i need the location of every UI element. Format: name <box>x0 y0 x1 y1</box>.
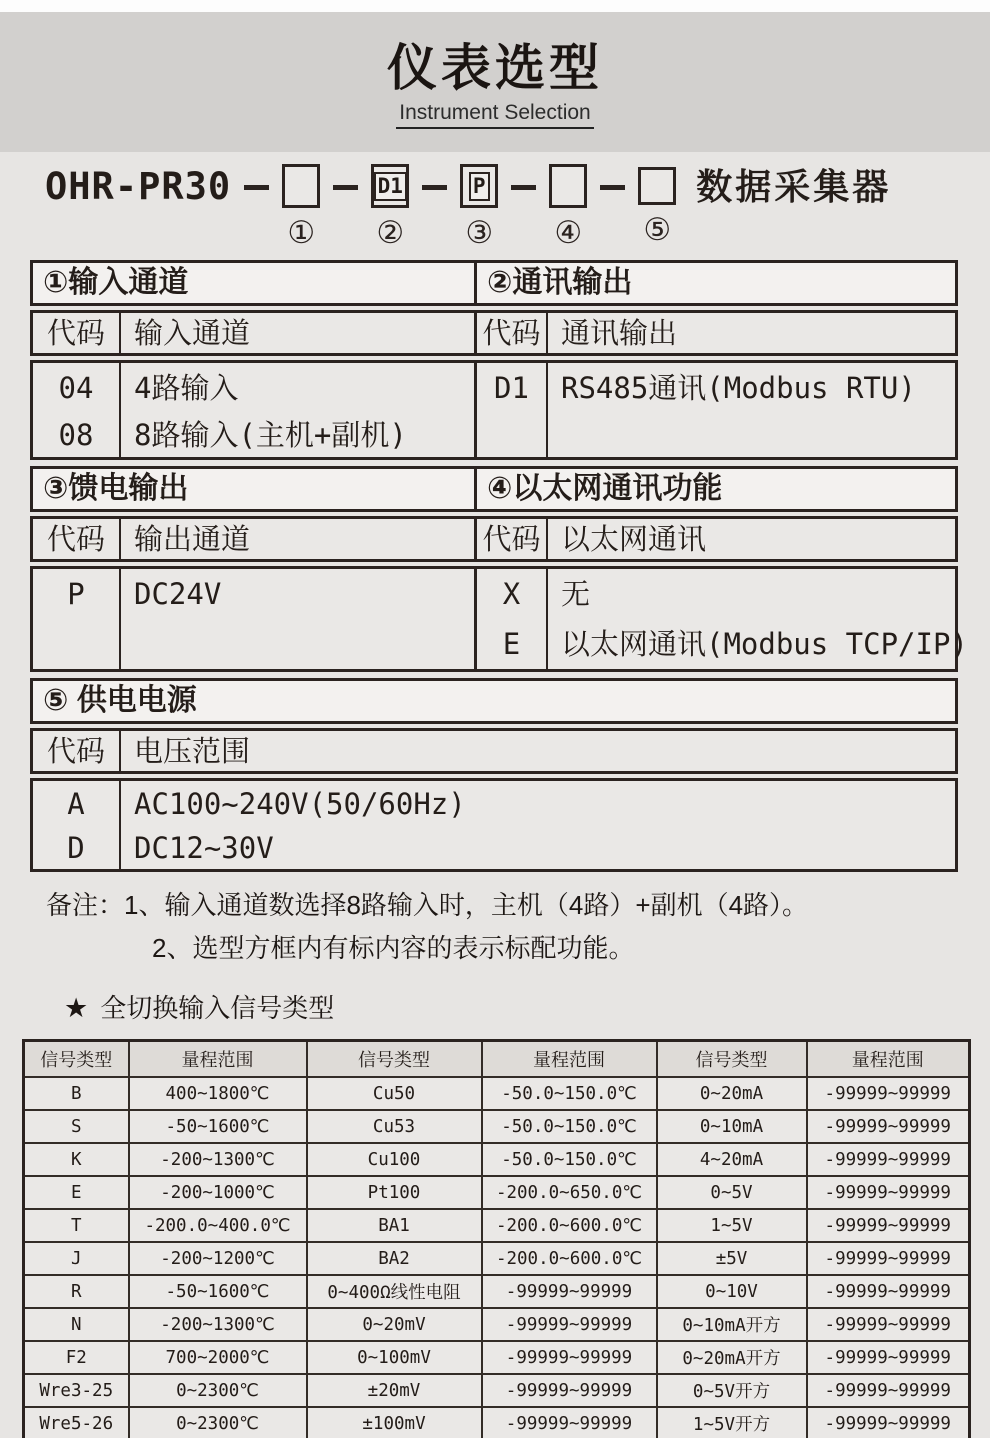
signal-col-header: 信号类型 <box>307 1041 482 1078</box>
top-white-strip <box>0 0 990 12</box>
signal-row <box>24 1407 970 1438</box>
signal-cell: J <box>24 1242 129 1275</box>
table1-codes <box>33 363 121 457</box>
signal-cell: -200.0~600.0℃ <box>482 1209 657 1242</box>
dash-separator <box>333 185 358 190</box>
table5-title: ⑤ 供电电源 <box>43 684 197 717</box>
signal-cell: R <box>24 1275 129 1308</box>
signal-row <box>24 1275 970 1308</box>
signal-cell: -50~1600℃ <box>129 1275 307 1308</box>
signal-cell: 0~5V开方 <box>657 1374 807 1407</box>
table3-codes <box>33 569 121 669</box>
signal-cell: Pt100 <box>307 1176 482 1209</box>
signal-cell: 0~10mA开方 <box>657 1308 807 1341</box>
option-tables <box>30 260 968 872</box>
model-box-2-value: D1 <box>374 172 407 201</box>
signal-cell: 0~100mV <box>307 1341 482 1374</box>
table3-title: ③馈电输出 <box>33 469 477 509</box>
signal-cell: 0~400Ω线性电阻 <box>307 1275 482 1308</box>
signal-cell: -99999~99999 <box>807 1176 970 1209</box>
model-box-3 <box>460 164 498 208</box>
dash-separator <box>511 185 536 190</box>
signal-cell: -99999~99999 <box>807 1275 970 1308</box>
signal-cell: ±20mV <box>307 1374 482 1407</box>
signal-cell: Cu50 <box>307 1077 482 1110</box>
signal-cell: 0~20mA开方 <box>657 1341 807 1374</box>
signal-cell: Wre3-25 <box>24 1374 129 1407</box>
dash-separator <box>244 185 269 190</box>
table1-code-header: 代码 <box>33 313 121 353</box>
signal-section-heading <box>64 988 990 1025</box>
dash-separator <box>600 185 625 190</box>
signal-cell: T <box>24 1209 129 1242</box>
table1-value: 4路输入 <box>134 371 239 405</box>
group2-body <box>30 566 968 672</box>
signal-cell: ±5V <box>657 1242 807 1275</box>
signal-cell: 1~5V开方 <box>657 1407 807 1438</box>
signal-cell: Cu53 <box>307 1110 482 1143</box>
group3-title-row <box>30 678 958 724</box>
signal-table-body <box>24 1077 970 1438</box>
table3-code-header: 代码 <box>33 519 121 559</box>
table5-code: D <box>67 831 85 865</box>
signal-cell: 0~20mV <box>307 1308 482 1341</box>
signal-row <box>24 1176 970 1209</box>
signal-cell: F2 <box>24 1341 129 1374</box>
note-line-1 <box>46 884 990 927</box>
signal-cell: -200~1300℃ <box>129 1143 307 1176</box>
model-slot-3 <box>460 164 498 250</box>
signal-cell: -50.0~150.0℃ <box>482 1110 657 1143</box>
dash-separator <box>422 185 447 190</box>
model-slot-4 <box>549 164 587 250</box>
table2-value: RS485通讯(Modbus RTU) <box>561 371 916 405</box>
table5-code: A <box>67 787 85 821</box>
group2-header-row <box>30 516 958 562</box>
table2-values <box>548 363 955 457</box>
note-1-text: 1、输入通道数选择8路输入时，主机（4路）+副机（4路）。 <box>124 890 809 920</box>
signal-cell: B <box>24 1077 129 1110</box>
signal-row <box>24 1077 970 1110</box>
signal-cell: -50~1600℃ <box>129 1110 307 1143</box>
signal-cell: BA2 <box>307 1242 482 1275</box>
signal-cell: -99999~99999 <box>807 1374 970 1407</box>
group1-header-row <box>30 310 958 356</box>
signal-row <box>24 1209 970 1242</box>
signal-cell: 0~2300℃ <box>129 1407 307 1438</box>
signal-cell: Cu100 <box>307 1143 482 1176</box>
table1-label-header: 输入通道 <box>121 313 477 353</box>
signal-type-table <box>22 1039 971 1438</box>
signal-section-title: 全切换输入信号类型 <box>100 993 335 1023</box>
model-box-5 <box>638 167 676 205</box>
group2-title-row <box>30 466 958 512</box>
signal-cell: -99999~99999 <box>807 1308 970 1341</box>
notes-block <box>46 884 990 970</box>
note-line-2 <box>152 927 990 970</box>
table4-codes <box>477 569 548 669</box>
group1-title-row <box>30 260 958 306</box>
table4-value: 以太网通讯(Modbus TCP/IP) <box>561 627 968 661</box>
table5-label-header: 电压范围 <box>134 736 251 768</box>
signal-col-header: 量程范围 <box>482 1041 657 1078</box>
table1-value: 8路输入(主机+副机) <box>134 418 407 452</box>
table4-values <box>548 569 968 669</box>
table4-value: 无 <box>561 577 591 611</box>
signal-cell: S <box>24 1110 129 1143</box>
signal-cell: -99999~99999 <box>482 1275 657 1308</box>
table4-code-header: 代码 <box>477 519 548 559</box>
circled-number-5: ⑤ <box>643 212 672 247</box>
table5-value: DC12~30V <box>134 831 274 865</box>
table3-label-header: 输出通道 <box>121 519 477 559</box>
model-box-3-value: P <box>469 172 490 201</box>
page-subtitle: Instrument Selection <box>396 100 593 129</box>
model-box-4 <box>549 164 587 208</box>
signal-cell: -200.0~650.0℃ <box>482 1176 657 1209</box>
page-title: 仪表选型 <box>387 40 603 96</box>
model-prefix: OHR-PR30 <box>45 165 232 208</box>
signal-col-header: 量程范围 <box>129 1041 307 1078</box>
table-group-2 <box>30 466 968 672</box>
signal-col-header: 信号类型 <box>24 1041 129 1078</box>
table1-code: 08 <box>58 418 94 452</box>
signal-cell: -99999~99999 <box>482 1407 657 1438</box>
star-icon: ★ <box>64 993 89 1023</box>
signal-cell: -200~1000℃ <box>129 1176 307 1209</box>
signal-cell: -99999~99999 <box>807 1110 970 1143</box>
title-band <box>0 12 990 152</box>
signal-cell: 1~5V <box>657 1209 807 1242</box>
table3-value: DC24V <box>134 577 222 611</box>
model-code-line <box>45 164 990 250</box>
signal-cell: 0~10mA <box>657 1110 807 1143</box>
signal-table-header-row <box>24 1041 970 1078</box>
circled-number-3: ③ <box>465 215 494 250</box>
table1-values <box>121 363 477 457</box>
signal-cell: 0~20mA <box>657 1077 807 1110</box>
signal-cell: -99999~99999 <box>807 1077 970 1110</box>
signal-row <box>24 1110 970 1143</box>
note-label: 备注： <box>46 890 125 920</box>
table5-code-header: 代码 <box>33 731 121 771</box>
signal-cell: -99999~99999 <box>807 1242 970 1275</box>
signal-row <box>24 1341 970 1374</box>
signal-cell: -99999~99999 <box>807 1407 970 1438</box>
table-group-1 <box>30 260 958 460</box>
signal-cell: 0~10V <box>657 1275 807 1308</box>
model-box-2 <box>371 164 409 208</box>
signal-row <box>24 1143 970 1176</box>
model-slot-2 <box>371 164 409 250</box>
model-box-1 <box>282 164 320 208</box>
group3-body <box>30 778 958 872</box>
signal-cell: 0~2300℃ <box>129 1374 307 1407</box>
table2-codes <box>477 363 548 457</box>
signal-cell: -99999~99999 <box>807 1209 970 1242</box>
signal-col-header: 信号类型 <box>657 1041 807 1078</box>
signal-cell: -99999~99999 <box>807 1341 970 1374</box>
model-code-section <box>45 164 990 250</box>
signal-cell: -200.0~400.0℃ <box>129 1209 307 1242</box>
group1-body <box>30 360 958 460</box>
signal-cell: -200~1200℃ <box>129 1242 307 1275</box>
table5-values <box>121 781 955 869</box>
table3-values <box>121 569 477 669</box>
signal-cell: N <box>24 1308 129 1341</box>
table4-label-header: 以太网通讯 <box>561 524 707 556</box>
circled-number-1: ① <box>287 215 316 250</box>
signal-row <box>24 1374 970 1407</box>
signal-row <box>24 1242 970 1275</box>
signal-col-header: 量程范围 <box>807 1041 970 1078</box>
table4-code: X <box>502 577 521 611</box>
table2-label-header: 通讯输出 <box>561 318 678 350</box>
signal-cell: E <box>24 1176 129 1209</box>
signal-cell: Wre5-26 <box>24 1407 129 1438</box>
table5-codes <box>33 781 121 869</box>
signal-cell: -99999~99999 <box>482 1308 657 1341</box>
table4-title: ④以太网通讯功能 <box>487 472 723 505</box>
model-slot-5 <box>638 164 676 247</box>
signal-cell: -99999~99999 <box>482 1374 657 1407</box>
model-slot-1 <box>282 164 320 250</box>
signal-cell: 4~20mA <box>657 1143 807 1176</box>
table3-code: P <box>67 577 85 611</box>
signal-cell: K <box>24 1143 129 1176</box>
signal-cell: 0~5V <box>657 1176 807 1209</box>
signal-cell: -200~1300℃ <box>129 1308 307 1341</box>
signal-cell: -99999~99999 <box>807 1143 970 1176</box>
table4-code: E <box>502 627 521 661</box>
table5-value: AC100~240V(50/60Hz) <box>134 787 466 821</box>
signal-cell: -200.0~600.0℃ <box>482 1242 657 1275</box>
table2-title: ②通讯输出 <box>487 266 633 299</box>
table1-code: 04 <box>58 371 94 405</box>
table2-code-header: 代码 <box>477 313 548 353</box>
signal-cell: 400~1800℃ <box>129 1077 307 1110</box>
signal-cell: -50.0~150.0℃ <box>482 1143 657 1176</box>
model-suffix: 数据采集器 <box>696 166 892 207</box>
signal-row <box>24 1308 970 1341</box>
signal-cell: ±100mV <box>307 1407 482 1438</box>
circled-number-2: ② <box>376 215 405 250</box>
note-2-text: 2、选型方框内有标内容的表示标配功能。 <box>152 933 635 963</box>
table-group-3 <box>30 678 958 872</box>
table1-title: ①输入通道 <box>33 263 477 303</box>
signal-cell: BA1 <box>307 1209 482 1242</box>
signal-cell: -50.0~150.0℃ <box>482 1077 657 1110</box>
signal-cell: -99999~99999 <box>482 1341 657 1374</box>
circled-number-4: ④ <box>554 215 583 250</box>
group3-header-row <box>30 728 958 774</box>
signal-cell: 700~2000℃ <box>129 1341 307 1374</box>
table2-code: D1 <box>494 371 529 405</box>
